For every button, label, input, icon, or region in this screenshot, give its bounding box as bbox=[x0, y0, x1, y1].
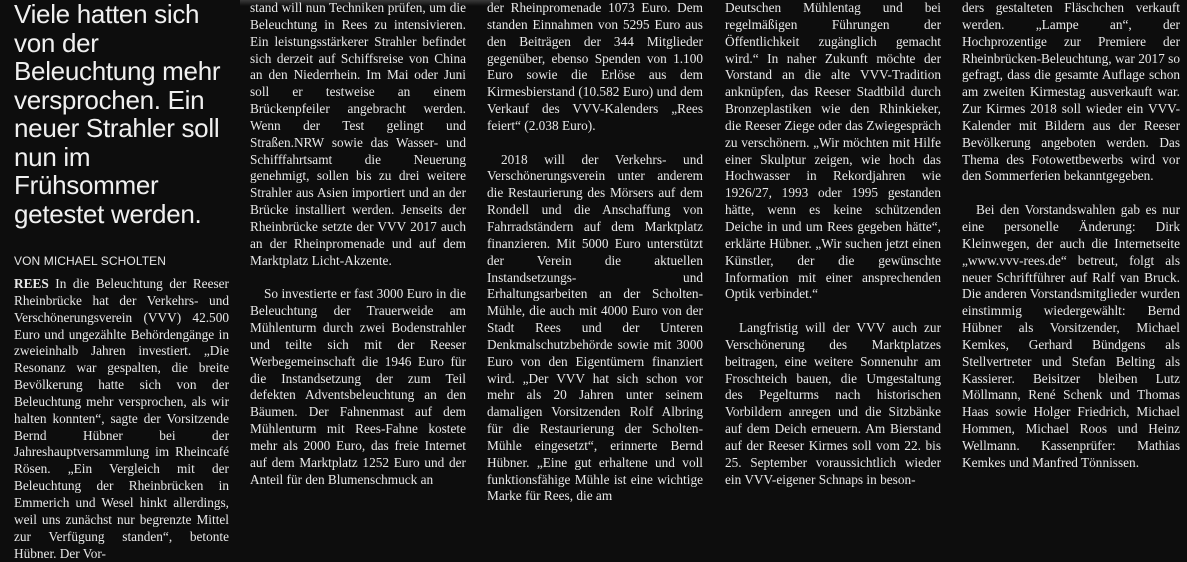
column-2 bbox=[250, 0, 466, 536]
paragraph: Langfristig will der VVV auch zur Verschönerung des Marktplatzes beitragen, eine weitere Sonnenuhr am Froschteich bauen, die Umgestaltung des Pegelturms nach historischen Vorbildern anregen und die Sitzbänke auf dem Deich erneuern. Am Bierstand auf der Reeser Kirmes soll vom 22. bis 25. September voraussichtlich wieder ein VVV-eigener Schnaps in beson- bbox=[725, 320, 941, 487]
headline: Viele hatten sich von der Beleuchtung mehr versprochen. Ein neuer Strahler soll nun im Frühsommer getestet werden. bbox=[14, 0, 221, 229]
column-3 bbox=[487, 0, 703, 536]
column-4 bbox=[725, 0, 941, 536]
byline: VON MICHAEL SCHOLTEN bbox=[14, 254, 167, 268]
lead-text: In die Beleuchtung der Reeser Rheinbrücke hat der Verkehrs- und Verschönerungsverein (VVV) 42.500 Euro und ungezählte Behördengänge in zweieinhalb Jahren investiert. „Die Resonanz war gespalten, die breite Bevölkerung hatte sich von der Beleuchtung mehr versprochen, als wir halten konnten“, sagte der Vorsitzende Bernd Hübner bei der Jahreshauptversammlung im Rheincafé Rösen. „Ein Vergleich mit der Beleuchtung der Rheinbrücken in Emmerich und Wesel hinkt allerdings, weil uns zunächst nur begrenzte Mittel zur Verfügung standen“, betonte Hübner. Der Vor- bbox=[14, 276, 229, 561]
paragraph: 2018 will der Verkehrs- und Verschönerungsverein unter anderem die Restaurierung des Mörsers auf dem Rondell und die Anschaffung von Fahrradständern auf dem Marktplatz finanzieren. Mit 5000 Euro unterstützt der Verein die aktuellen Instandsetzungs- und Erhaltungsarbeiten an der Scholten-Mühle, die auch mit 4000 Euro von der Stadt Rees und der Unteren Denkmalschutzbehörde sowie mit 3000 Euro von den Eigentümern finanziert wird. „Der VVV hat sich schon vor mehr als 20 Jahren unter seinem damaligen Vorsitzenden Rolf Albring für die Restaurierung der Scholten-Mühle eingesetzt“, erinnerte Bernd Hübner. „Eine gut erhaltene und voll funktionsfähige Mühle ist eine wichtige Marke für Rees, die am bbox=[487, 151, 703, 504]
paragraph: Bei den Vorstandswahlen gab es nur eine personelle Änderung: Dirk Kleinwegen, der auch die Internetseite „www.vvv-rees.de“ betreut, folgt als neuer Schriftführer auf Ralf van Bruck. Die anderen Vorstandsmitglieder wurden einstimmig wiedergewählt: Bernd Hübner als Vorsitzender, Michael Kemkes, Gerhard Bündgens als Stellvertreter und Stefan Belting als Kassierer. Beisitzer bleiben Lutz Möllmann, René Schenk und Thomas Haas sowie Holger Friedrich, Michael Hommen, Michael Roos und Heinz Wellmann. Kassenprüfer: Mathias Kemkes und Manfred Tönnissen. bbox=[962, 202, 1180, 470]
lead-paragraph bbox=[14, 276, 229, 562]
paragraph: stand will nun Techniken prüfen, um die Beleuchtung in Rees zu intensivieren. Ein leistungsstärkerer Strahler befindet sich derzeit auf Schiffsreise von China an den Niederrhein. Im Mai oder Juni soll er testweise an einem Brückenpfeiler angebracht werden. Wenn der Test gelingt und Straßen.NRW sowie das Wasser- und Schifffahrtsamt die Neuerung genehmigt, sollen bis zu drei weitere Strahler aus Asien importiert und an der Brücke installiert werden. Jenseits der Rheinbrücke setzte der VVV 2017 auch an der Rheinpromenade und auf dem Marktplatz Licht-Akzente. bbox=[250, 0, 466, 268]
paragraph: ders gestalteten Fläschchen verkauft werden. „Lampe an“, der Hochprozentige zur Premiere der Rheinbrücken-Beleuchtung, war 2017 so gefragt, dass die gesamte Auflage schon am zweiten Kirmestag ausverkauft war. Zur Kirmes 2018 soll wieder ein VVV-Kalender mit Bildern aus der Reeser Bevölkerung angeboten werden. Das Thema des Fotowettbewerbs wird vor den Sommerferien bekanntgegeben. bbox=[962, 0, 1180, 184]
paragraph: der Rheinpromenade 1073 Euro. Dem standen Einnahmen von 5295 Euro aus den Beiträgen der 344 Mitglieder gegenüber, ebenso Spenden von 1.100 Euro sowie die Erlöse aus dem Kirmesbierstand (10.582 Euro) und dem Verkauf des VVV-Kalenders „Rees feiert“ (2.038 Euro). bbox=[487, 0, 703, 133]
dateline: REES bbox=[14, 276, 49, 291]
column-1 bbox=[14, 0, 229, 561]
column-5 bbox=[962, 0, 1180, 536]
paragraph: So investierte er fast 3000 Euro in die Beleuchtung der Trauerweide am Mühlenturm durch zwei Bodenstrahler und teilte sich mit der Reeser Werbegemeinschaft die 1946 Euro für die Instandsetzung der zum Teil defekten Adventsbeleuchtung an den Bäumen. Der Fahnenmast auf dem Mühlenturm mit Rees-Fahne kostete mehr als 2000 Euro, das freie Internet auf dem Marktplatz 1252 Euro und der Anteil für den Blumenschmuck an bbox=[250, 286, 466, 487]
paragraph: Deutschen Mühlentag und bei regelmäßigen Führungen der Öffentlichkeit zugänglich gemacht wird.“ In naher Zukunft möchte der Vorstand an die alte VVV-Tradition anknüpfen, das Reeser Stadtbild durch Bronzeplastiken wie den Rhinkieker, die Reeser Ziege oder das Zwiegespräch zu verschönern. „Wir möchten mit Hilfe einer Skulptur zeigen, wie hoch das Hochwasser in Rekordjahren wie 1926/27, 1993 oder 1995 gestanden hätte, wenn es keine schützenden Deiche in und um Rees gegeben hätte“, erklärte Hübner. „Wir suchen jetzt einen Künstler, der die gewünschte Information mit einer ansprechenden Optik verbindet.“ bbox=[725, 0, 941, 302]
